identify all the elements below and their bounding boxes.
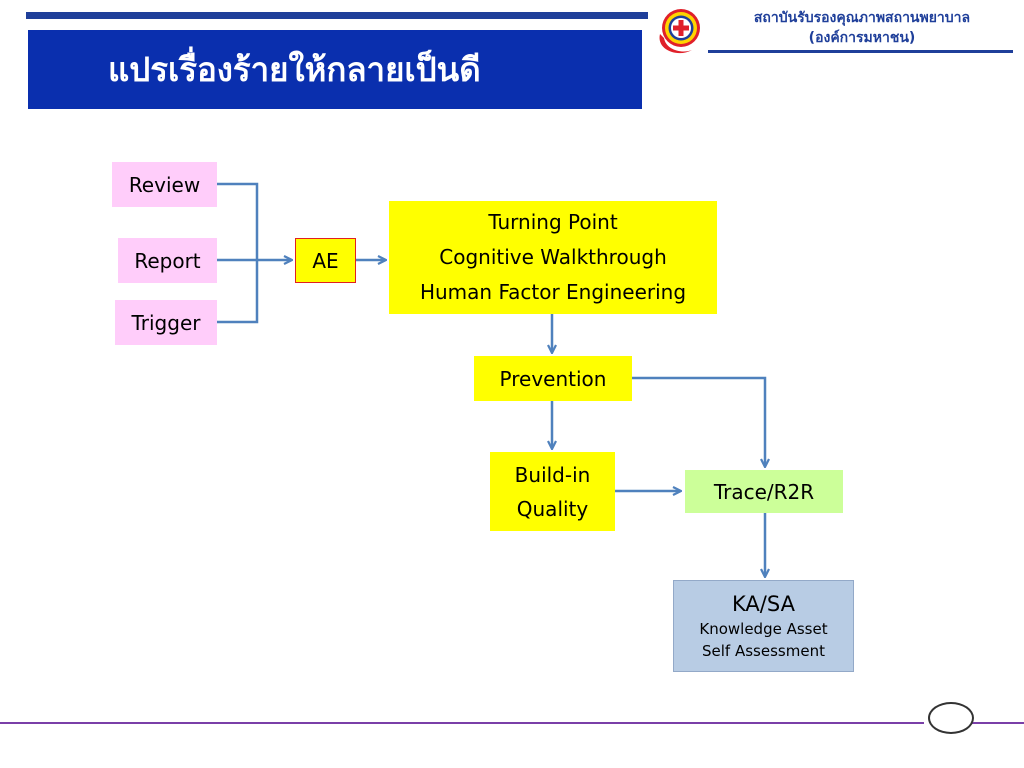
box-ka-sa [673, 580, 854, 672]
build-line2: Quality [516, 496, 589, 521]
box-ae [295, 238, 356, 283]
trace-label: Trace/R2R [713, 479, 815, 504]
box-prevention [474, 356, 632, 401]
org-name-line1: สถาบันรับรองคุณภาพสถานพยาบาล [753, 10, 971, 26]
ka-line1: Knowledge Asset [699, 620, 828, 638]
box-trigger [115, 300, 217, 345]
turning-line3: Human Factor Engineering [419, 280, 687, 304]
slide-title-text: แปรเรื่องร้ายให้กลายเป็นดี [108, 50, 481, 89]
box-report [118, 238, 217, 283]
connector-trigger [217, 260, 257, 322]
prevention-label: Prevention [499, 366, 607, 391]
box-trace-r2r [685, 470, 843, 513]
turning-line2: Cognitive Walkthrough [439, 245, 667, 269]
turning-line1: Turning Point [488, 210, 618, 234]
ae-label: AE [312, 248, 339, 273]
arrow-prevention-to-trace [632, 378, 765, 466]
footer-rule [0, 722, 924, 724]
page-number-oval [928, 702, 974, 734]
trigger-label: Trigger [131, 310, 201, 335]
box-turning-point [389, 201, 717, 314]
review-label: Review [128, 172, 201, 197]
org-name-line2: (องค์การมหาชน) [808, 30, 916, 46]
box-build-in-quality [490, 452, 615, 531]
box-review [112, 162, 217, 207]
footer-rule-right [972, 722, 1024, 724]
report-label: Report [134, 248, 201, 273]
build-line1: Build-in [514, 462, 591, 487]
ka-line2: Self Assessment [702, 642, 825, 660]
ka-title: KA/SA [732, 592, 795, 616]
connector-review [217, 184, 257, 260]
